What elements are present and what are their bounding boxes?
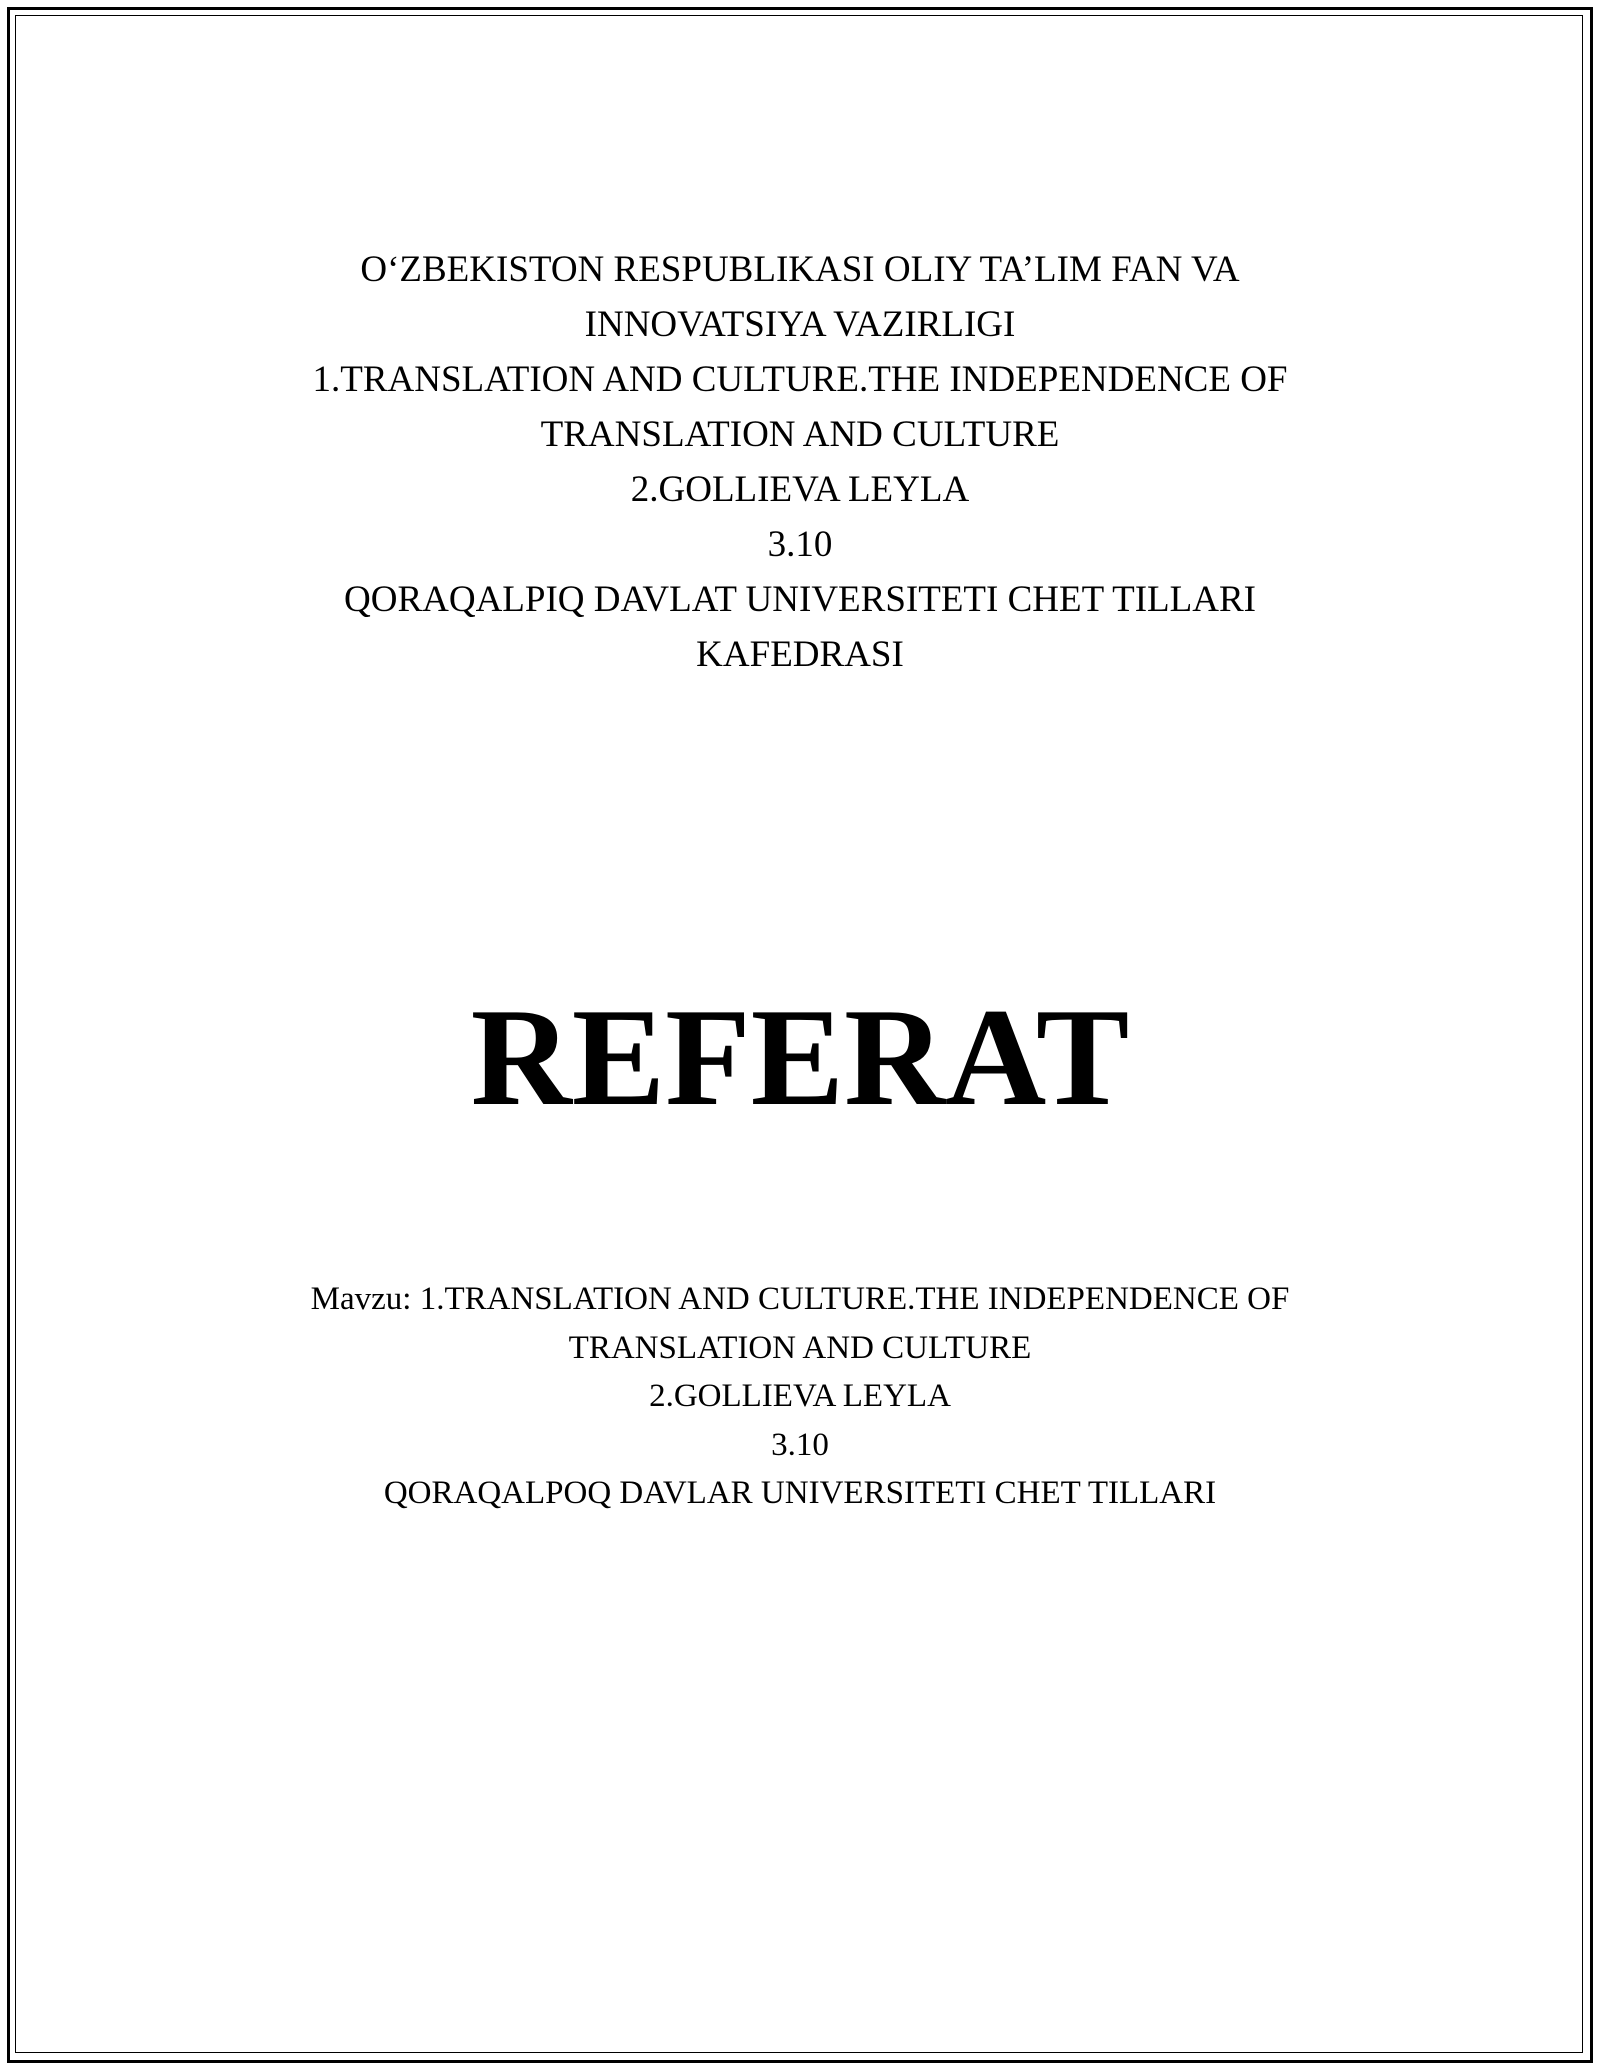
topic-line-2: TRANSLATION AND CULTURE [568, 1329, 1032, 1366]
header-line-topic-2: TRANSLATION AND CULTURE [540, 414, 1060, 455]
header-line-university-2: KAFEDRASI [696, 634, 904, 675]
document-title: REFERAT [470, 980, 1130, 1135]
topic-line-author: 2.GOLLIEVA LEYLA [649, 1378, 951, 1414]
header-line-author: 2.GOLLIEVA LEYLA [630, 469, 970, 510]
topic-block [0, 1275, 1600, 1518]
header-line-ministry-1: O‘ZBEKISTON RESPUBLIKASI OLIY TA’LIM FAN VA [360, 249, 1240, 290]
topic-line-number: 3.10 [771, 1426, 829, 1463]
header-line-topic-1: 1.TRANSLATION AND CULTURE.THE INDEPENDENCE OF [312, 359, 1288, 400]
header-line-ministry-2: INNOVATSIYA VAZIRLIGI [584, 304, 1016, 345]
header-line-number: 3.10 [767, 524, 833, 565]
header-line-university-1: QORAQALPIQ DAVLAT UNIVERSITETI CHET TILLARI [344, 579, 1256, 620]
topic-line-1: Mavzu: 1.TRANSLATION AND CULTURE.THE INDEPENDENCE OF [310, 1281, 1290, 1317]
header-block [0, 242, 1600, 682]
topic-line-university: QORAQALPOQ DAVLAR UNIVERSITETI CHET TILLARI [383, 1475, 1217, 1511]
